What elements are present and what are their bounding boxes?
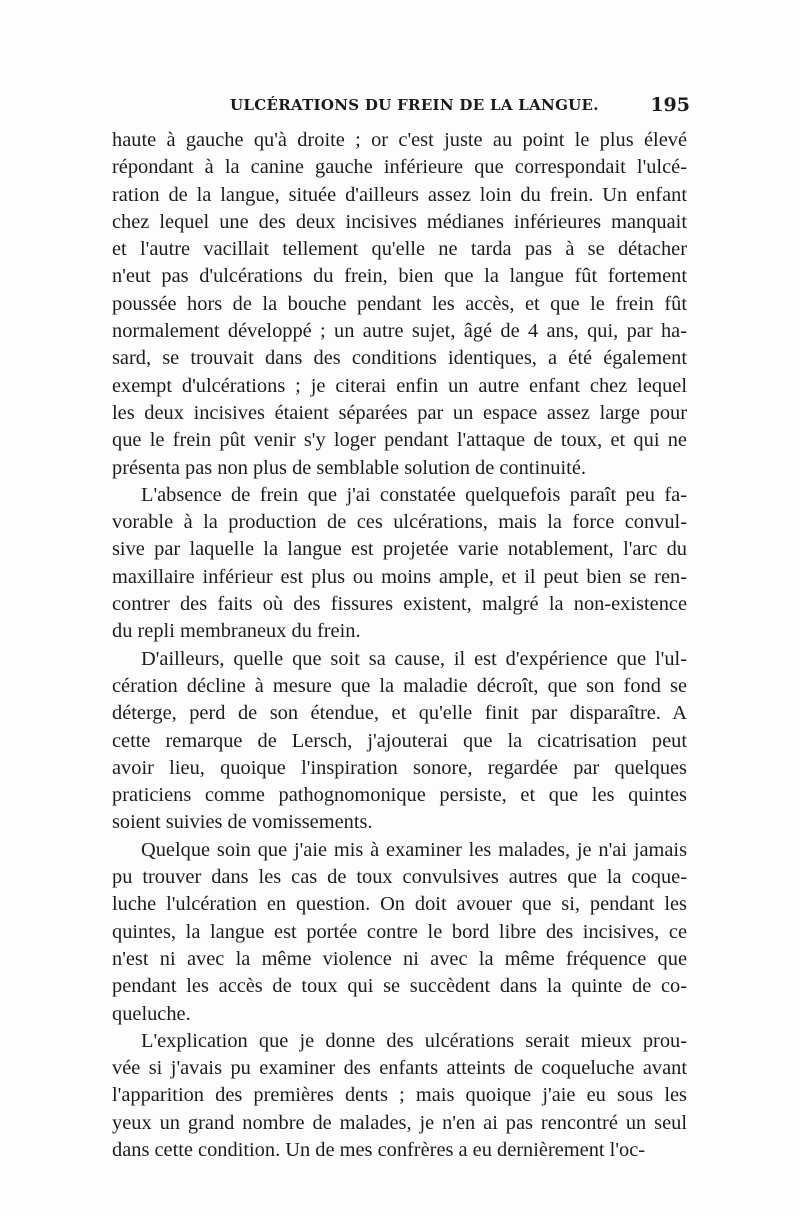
text-line: L'absence de frein que j'ai constatée quelquefois paraît peu fa- [141,483,687,506]
text-line: haute à gauche qu'à droite ; or c'est juste au point le plus élevé [112,129,687,151]
text-line: avoir lieu, quoique l'inspiration sonore, regardée par quelques [112,756,687,779]
text-line: répondant à la canine gauche inférieure que correspondait l'ulcé- [112,156,687,179]
paragraph [112,127,687,482]
text-line: du repli membraneux du frein. [112,620,361,643]
paragraph [112,646,687,837]
text-line: sive par laquelle la langue est projetée varie notablement, l'arc du [112,538,687,561]
text-line: n'est ni avec la même violence ni avec la même fréquence que [112,947,687,970]
text-line: et l'autre vacillait tellement qu'elle ne tarda pas à se détacher [112,238,687,261]
body-text [112,127,687,1164]
text-line: normalement développé ; un autre sujet, âgé de 4 ans, qui, par ha- [112,320,687,343]
text-line: présenta pas non plus de semblable solution de continuité. [112,456,586,479]
running-title: ULCÉRATIONS DU FREIN DE LA LANGUE. [230,96,599,114]
text-line: cération décline à mesure que la maladie décroît, que son fond se [112,674,687,697]
text-line: sard, se trouvait dans des conditions identiques, a été également [112,347,687,370]
paragraph [112,837,687,1028]
page-header [112,94,690,122]
text-line: les deux incisives étaient séparées par un espace assez large pour [112,401,687,424]
text-line: cette remarque de Lersch, j'ajouterai que la cicatrisation peut [112,729,687,752]
text-line: vée si j'avais pu examiner des enfants atteints de coqueluche avant [112,1057,687,1080]
text-line: dans cette condition. Un de mes confrères a eu dernièrement l'oc- [112,1138,646,1161]
text-line: chez lequel une des deux incisives médianes inférieures manquait [112,210,687,233]
text-line: vorable à la production de ces ulcérations, mais la force convul- [112,511,687,534]
text-line: L'explication que je donne des ulcérations serait mieux prou- [141,1029,687,1052]
paragraph [112,1028,687,1164]
text-line: n'eut pas d'ulcérations du frein, bien que la langue fût fortement [112,265,687,288]
text-line: pu trouver dans les cas de toux convulsives autres que la coque- [112,866,687,889]
text-line: exempt d'ulcérations ; je citerai enfin un autre enfant chez lequel [112,374,687,397]
text-line: maxillaire inférieur est plus ou moins ample, et il peut bien se ren- [112,565,687,588]
text-line: D'ailleurs, quelle que soit sa cause, il est d'expérience que l'ul- [141,647,687,670]
paragraph [112,482,687,646]
text-line: pendant les accès de toux qui se succèdent dans la quinte de co- [112,975,687,998]
text-line: l'apparition des premières dents ; mais quoique j'aie eu sous les [112,1084,687,1107]
page-number: 195 [650,94,690,116]
text-line: yeux un grand nombre de malades, je n'en ai pas rencontré un seul [112,1111,687,1134]
text-line: ration de la langue, située d'ailleurs assez loin du frein. Un enfant [112,183,687,206]
text-line: soient suivies de vomissements. [112,811,373,834]
text-line: luche l'ulcération en question. On doit avouer que si, pendant les [112,893,687,916]
text-line: que le frein pût venir s'y loger pendant l'attaque de toux, et qui ne [112,429,687,452]
text-line: quintes, la langue est portée contre le bord libre des incisives, ce [112,920,687,943]
text-line: queluche. [112,1002,191,1025]
text-line: praticiens comme pathognomonique persiste, et que les quintes [112,784,687,807]
text-line: Quelque soin que j'aie mis à examiner les malades, je n'ai jamais [141,838,687,861]
text-line: poussée hors de la bouche pendant les accès, et que le frein fût [112,292,687,315]
text-line: déterge, perd de son étendue, et qu'elle finit par disparaître. A [112,702,687,725]
text-line: contrer des faits où des fissures existent, malgré la non-existence [112,593,687,616]
